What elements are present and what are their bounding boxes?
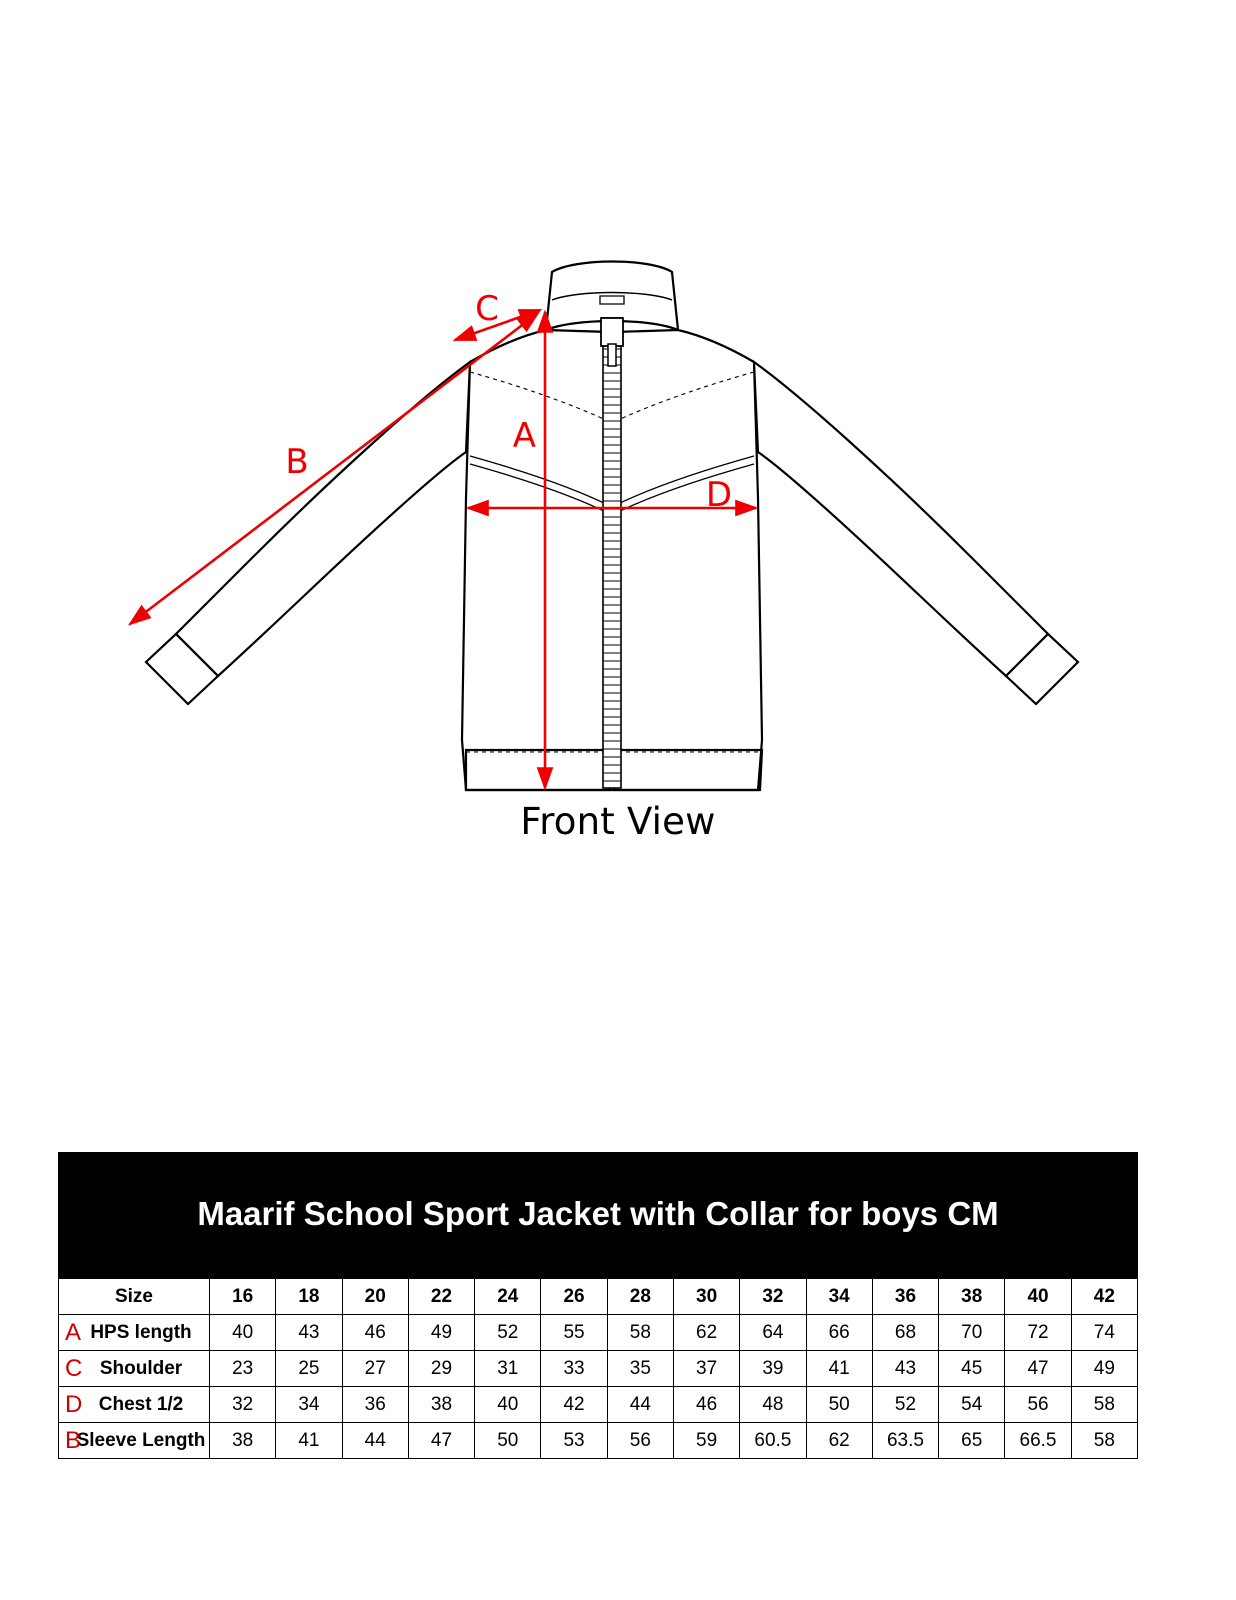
measurement-value-cell: 49 bbox=[1071, 1351, 1137, 1387]
measurement-value-cell: 45 bbox=[939, 1351, 1005, 1387]
measurement-value-cell: 48 bbox=[740, 1387, 806, 1423]
size-header-cell: 30 bbox=[673, 1279, 739, 1315]
measurement-value-cell: 58 bbox=[1071, 1423, 1137, 1459]
measurement-value-cell: 35 bbox=[607, 1351, 673, 1387]
size-table-row bbox=[59, 1351, 1138, 1387]
measurement-value-cell: 66.5 bbox=[1005, 1423, 1071, 1459]
measurement-value-cell: 43 bbox=[872, 1351, 938, 1387]
measurement-value-cell: 36 bbox=[342, 1387, 408, 1423]
size-chart-title: Maarif School Sport Jacket with Collar for boys CM bbox=[58, 1152, 1138, 1278]
measurement-name: Sleeve Length bbox=[76, 1429, 206, 1451]
size-header-cell: 26 bbox=[541, 1279, 607, 1315]
measurement-value-cell: 66 bbox=[806, 1315, 872, 1351]
measurement-value-cell: 38 bbox=[210, 1423, 276, 1459]
measurement-value-cell: 42 bbox=[541, 1387, 607, 1423]
size-header-cell: 16 bbox=[210, 1279, 276, 1315]
measurement-value-cell: 39 bbox=[740, 1351, 806, 1387]
measurement-value-cell: 74 bbox=[1071, 1315, 1137, 1351]
size-table-row bbox=[59, 1387, 1138, 1423]
measurement-value-cell: 50 bbox=[475, 1423, 541, 1459]
measurement-letter: C bbox=[65, 1354, 83, 1382]
measurement-value-cell: 40 bbox=[210, 1315, 276, 1351]
measurement-value-cell: 44 bbox=[342, 1423, 408, 1459]
measurement-value-cell: 23 bbox=[210, 1351, 276, 1387]
size-chart-table bbox=[58, 1278, 1138, 1459]
callout-label-a: A bbox=[512, 416, 536, 456]
measurement-value-cell: 33 bbox=[541, 1351, 607, 1387]
measurement-value-cell: 41 bbox=[276, 1423, 342, 1459]
measurement-letter: A bbox=[65, 1318, 82, 1346]
callout-label-b: B bbox=[285, 442, 309, 482]
size-table-row bbox=[59, 1315, 1138, 1351]
measurement-value-cell: 55 bbox=[541, 1315, 607, 1351]
measurement-value-cell: 60.5 bbox=[740, 1423, 806, 1459]
size-header-cell: 36 bbox=[872, 1279, 938, 1315]
size-header-label: Size bbox=[59, 1279, 210, 1315]
measurement-label-cell bbox=[59, 1387, 210, 1423]
measurement-value-cell: 31 bbox=[475, 1351, 541, 1387]
size-header-cell: 18 bbox=[276, 1279, 342, 1315]
size-header-cell: 40 bbox=[1005, 1279, 1071, 1315]
measurement-value-cell: 52 bbox=[475, 1315, 541, 1351]
measurement-value-cell: 25 bbox=[276, 1351, 342, 1387]
measurement-value-cell: 65 bbox=[939, 1423, 1005, 1459]
measurement-value-cell: 49 bbox=[408, 1315, 474, 1351]
measurement-value-cell: 38 bbox=[408, 1387, 474, 1423]
measurement-label-cell bbox=[59, 1315, 210, 1351]
size-header-cell: 28 bbox=[607, 1279, 673, 1315]
measurement-value-cell: 47 bbox=[1005, 1351, 1071, 1387]
measurement-value-cell: 52 bbox=[872, 1387, 938, 1423]
measurement-value-cell: 53 bbox=[541, 1423, 607, 1459]
measurement-value-cell: 63.5 bbox=[872, 1423, 938, 1459]
measurement-value-cell: 70 bbox=[939, 1315, 1005, 1351]
measurement-value-cell: 62 bbox=[806, 1423, 872, 1459]
measurement-value-cell: 59 bbox=[673, 1423, 739, 1459]
size-header-row bbox=[59, 1279, 1138, 1315]
measurement-value-cell: 50 bbox=[806, 1387, 872, 1423]
size-table-row bbox=[59, 1423, 1138, 1459]
measurement-label-cell bbox=[59, 1351, 210, 1387]
measurement-value-cell: 32 bbox=[210, 1387, 276, 1423]
measurement-letter: B bbox=[65, 1426, 82, 1454]
measurement-value-cell: 29 bbox=[408, 1351, 474, 1387]
size-header-cell: 38 bbox=[939, 1279, 1005, 1315]
measurement-value-cell: 44 bbox=[607, 1387, 673, 1423]
size-header-cell: 34 bbox=[806, 1279, 872, 1315]
callout-label-d: D bbox=[705, 475, 733, 515]
measurement-value-cell: 64 bbox=[740, 1315, 806, 1351]
measurement-value-cell: 58 bbox=[607, 1315, 673, 1351]
measurement-value-cell: 41 bbox=[806, 1351, 872, 1387]
measurement-value-cell: 72 bbox=[1005, 1315, 1071, 1351]
measurement-value-cell: 68 bbox=[872, 1315, 938, 1351]
measurement-value-cell: 47 bbox=[408, 1423, 474, 1459]
measurement-value-cell: 62 bbox=[673, 1315, 739, 1351]
size-header-cell: 22 bbox=[408, 1279, 474, 1315]
size-header-cell: 32 bbox=[740, 1279, 806, 1315]
measurement-value-cell: 46 bbox=[342, 1315, 408, 1351]
measurement-name: Chest 1/2 bbox=[98, 1393, 184, 1415]
measurement-value-cell: 43 bbox=[276, 1315, 342, 1351]
measurement-value-cell: 56 bbox=[1005, 1387, 1071, 1423]
measurement-value-cell: 37 bbox=[673, 1351, 739, 1387]
size-chart bbox=[58, 1152, 1138, 1459]
measurement-value-cell: 58 bbox=[1071, 1387, 1137, 1423]
measurement-letter: D bbox=[65, 1390, 83, 1418]
measurement-label-cell bbox=[59, 1423, 210, 1459]
measurement-name: HPS length bbox=[90, 1321, 192, 1343]
callout-label-c: C bbox=[475, 289, 499, 329]
measurement-value-cell: 34 bbox=[276, 1387, 342, 1423]
measurement-value-cell: 46 bbox=[673, 1387, 739, 1423]
size-header-cell: 42 bbox=[1071, 1279, 1137, 1315]
size-header-cell: 20 bbox=[342, 1279, 408, 1315]
measurement-value-cell: 27 bbox=[342, 1351, 408, 1387]
size-header-cell: 24 bbox=[475, 1279, 541, 1315]
measurement-value-cell: 40 bbox=[475, 1387, 541, 1423]
measurement-name: Shoulder bbox=[99, 1357, 183, 1379]
measurement-value-cell: 54 bbox=[939, 1387, 1005, 1423]
measurement-value-cell: 56 bbox=[607, 1423, 673, 1459]
view-caption: Front View bbox=[520, 800, 716, 843]
zipper bbox=[601, 318, 623, 788]
